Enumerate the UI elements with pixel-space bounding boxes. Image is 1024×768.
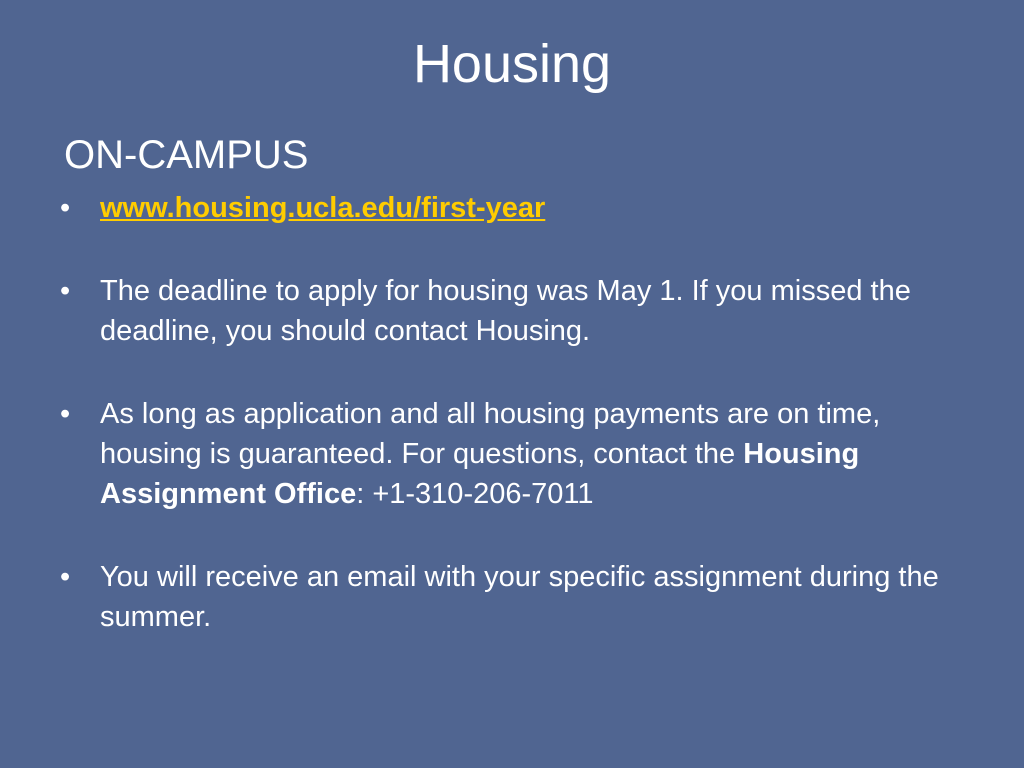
bullet-list xyxy=(56,188,956,637)
slide-title: Housing xyxy=(412,34,612,94)
bullet-marker: • xyxy=(60,398,71,430)
bullet-marker: • xyxy=(60,275,71,307)
office-name: Housing Assignment Office xyxy=(100,438,860,510)
bullet-marker: • xyxy=(60,192,71,224)
section-heading: ON-CAMPUS xyxy=(64,133,309,177)
bullet-item-assignment xyxy=(56,557,956,637)
housing-website-link[interactable]: www.housing.ucla.edu/first-year xyxy=(100,192,546,224)
office-phone: : +1-310-206-7011 xyxy=(356,478,594,510)
bullet-text: The deadline to apply for housing was May 1. If you missed the deadline, you should contact Housing. xyxy=(100,275,911,347)
bullet-item-deadline xyxy=(56,271,956,351)
bullet-text: You will receive an email with your specific assignment during the summer. xyxy=(100,561,939,633)
bullet-item-link xyxy=(56,188,956,228)
bullet-marker: • xyxy=(60,561,71,593)
bullet-text-before: As long as application and all housing payments are on time, housing is guaranteed. For questions, contact the xyxy=(100,398,881,470)
bullet-item-guarantee xyxy=(56,394,956,514)
